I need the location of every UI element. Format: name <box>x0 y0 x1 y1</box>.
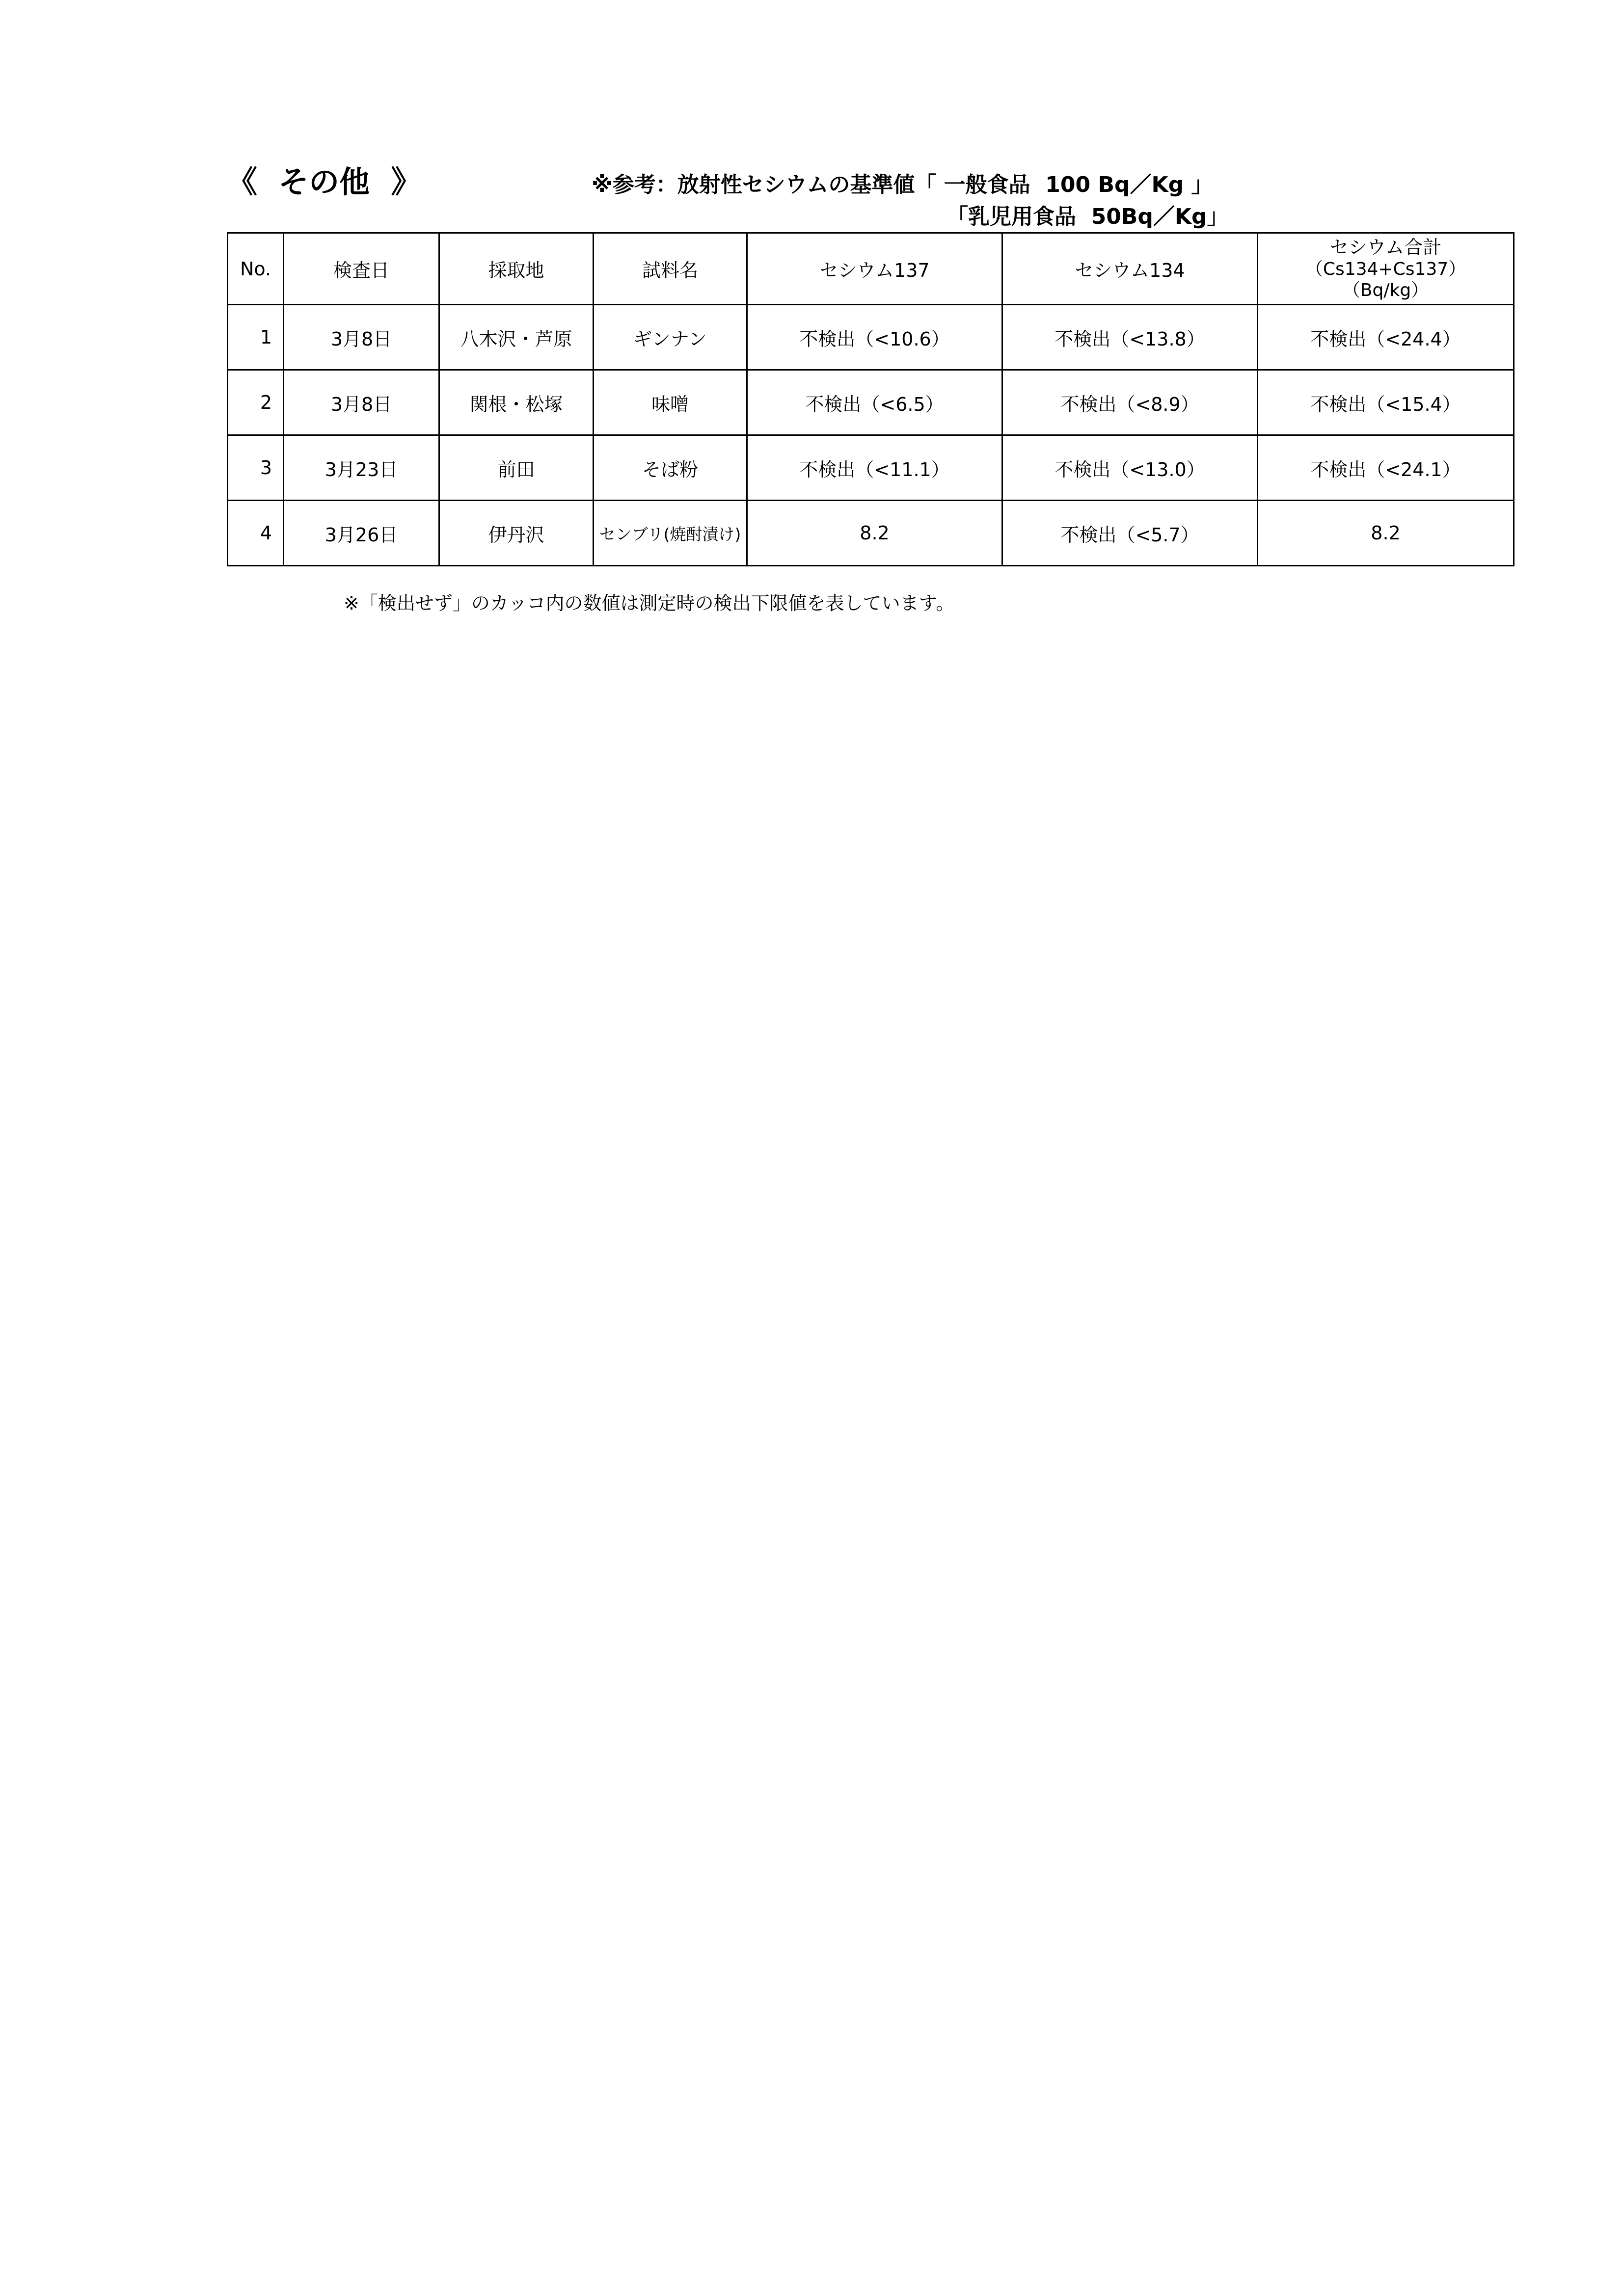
reference-standard-line1: ※参考：放射性セシウムの基準値「 一般食品 100 Bq／Kg 」 <box>592 172 1213 197</box>
cell-no: 4 <box>228 501 284 566</box>
cell-date: 3月26日 <box>284 501 439 566</box>
cell-cs137: 不検出（<6.5） <box>747 370 1002 435</box>
cell-location: 伊丹沢 <box>439 501 594 566</box>
table-row <box>228 435 1514 501</box>
cell-cs134: 不検出（<13.8） <box>1002 305 1258 370</box>
cell-cs137: 不検出（<10.6） <box>747 305 1002 370</box>
cell-cs134: 不検出（<13.0） <box>1002 435 1258 501</box>
cell-cs137: 8.2 <box>747 501 1002 566</box>
cell-date: 3月23日 <box>284 435 439 501</box>
cell-cs134: 不検出（<8.9） <box>1002 370 1258 435</box>
header-total-title: セシウム合計 <box>1329 236 1442 258</box>
cell-cs137: 不検出（<11.1） <box>747 435 1002 501</box>
cell-no: 3 <box>228 435 284 501</box>
results-table <box>227 232 1515 566</box>
cell-sample: そば粉 <box>594 435 747 501</box>
table-row <box>228 305 1514 370</box>
cell-total: 不検出（<24.1） <box>1258 435 1514 501</box>
cell-sample: センブリ(焼酎漬け) <box>594 501 747 566</box>
cell-total: 不検出（<24.4） <box>1258 305 1514 370</box>
header-total-unit: （Bq/kg） <box>1342 280 1429 301</box>
cell-no: 1 <box>228 305 284 370</box>
header-cs134: セシウム134 <box>1002 233 1258 305</box>
table-header-row <box>228 233 1514 305</box>
table-row <box>228 370 1514 435</box>
cell-sample: 味噌 <box>594 370 747 435</box>
cell-location: 前田 <box>439 435 594 501</box>
cell-date: 3月8日 <box>284 370 439 435</box>
cell-location: 関根・松塚 <box>439 370 594 435</box>
cell-sample: ギンナン <box>594 305 747 370</box>
reference-standard-line2: 「乳児用食品 50Bq／Kg」 <box>947 204 1229 229</box>
cell-location: 八木沢・芦原 <box>439 305 594 370</box>
cell-no: 2 <box>228 370 284 435</box>
header-date: 検査日 <box>284 233 439 305</box>
header-sample: 試料名 <box>594 233 747 305</box>
cell-total: 8.2 <box>1258 501 1514 566</box>
cell-cs134: 不検出（<5.7） <box>1002 501 1258 566</box>
footnote: ※「検出せず」のカッコ内の数値は測定時の検出下限値を表しています。 <box>344 592 955 614</box>
table-row <box>228 501 1514 566</box>
header-cs137: セシウム137 <box>747 233 1002 305</box>
header-total <box>1258 233 1514 305</box>
header-no: No. <box>228 233 284 305</box>
cell-total: 不検出（<15.4） <box>1258 370 1514 435</box>
header-total-formula: （Cs134+Cs137） <box>1305 259 1466 280</box>
header-location: 採取地 <box>439 233 594 305</box>
cell-date: 3月8日 <box>284 305 439 370</box>
section-title: 《 その他 》 <box>227 164 422 200</box>
